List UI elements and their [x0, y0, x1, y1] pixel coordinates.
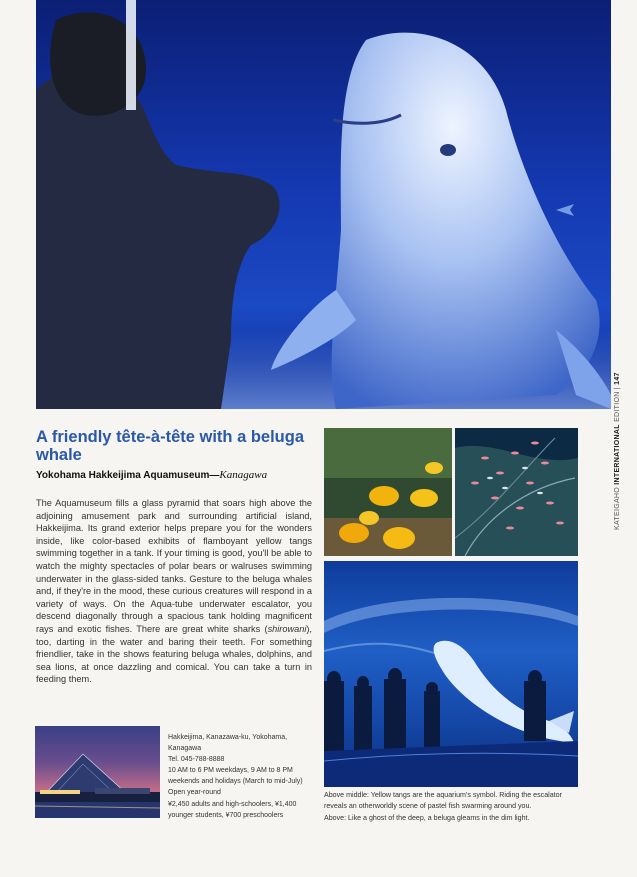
caption-line-3: Above: Like a ghost of the deep, a beluga gleams in the dim light. [324, 813, 530, 822]
hero-photo-beluga-and-visitor [36, 0, 611, 409]
page-number: 147 [614, 372, 621, 385]
info-hours-2: weekends and holidays (March to mid-July) [168, 778, 303, 786]
info-open: Open year-round [168, 789, 221, 797]
body-italic-term: shirowani [267, 623, 307, 634]
info-price-1: ¥2,450 adults and high-schoolers, ¥1,400 [168, 800, 297, 808]
info-tel: Tel. 045-788-8888 [168, 756, 225, 764]
beluga-tunnel-photo [324, 561, 578, 787]
folio-brand: INTERNATIONAL [614, 424, 621, 485]
venue-name: Yokohama Hakkeijima Aquamuseum [36, 470, 210, 481]
info-address-2: Kanagawa [168, 745, 202, 753]
article-headline: A friendly tête-à-tête with a beluga whale [36, 428, 305, 464]
caption-line-1: Above middle: Yellow tangs are the aquarium's symbol. Riding the escalator [324, 791, 562, 799]
info-hours-1: 10 AM to 6 PM weekdays, 9 AM to 8 PM [168, 767, 293, 775]
visitor-info [168, 732, 318, 821]
running-folio [614, 372, 621, 530]
fish-school-photo [455, 428, 578, 556]
subhead-separator: — [209, 470, 220, 481]
aquamuseum-pyramid-photo [35, 726, 160, 818]
caption-line-2: reveals an otherworldly scene of pastel fish swarming around you. [324, 802, 532, 811]
yellow-tangs-photo [324, 428, 452, 556]
folio-edition: EDITION | [614, 384, 621, 425]
yellow-tangs-illustration [324, 428, 452, 556]
info-address-1: Hakkeijima, Kanazawa-ku, Yokohama, [168, 734, 288, 741]
venue-location: Kanagawa [219, 469, 268, 481]
hero-photo-illustration [36, 0, 611, 409]
beluga-tunnel-illustration [324, 561, 578, 787]
fish-school-illustration [455, 428, 578, 556]
photo-caption [324, 790, 584, 824]
folio-prefix: KATEIGAHO [614, 484, 621, 530]
info-price-2: younger students, ¥700 preschoolers [168, 811, 284, 819]
body-part-2: ), too, darting in the water and baring their teeth. For something friendlier, take in the shows featuring beluga whales, dolphins, and sea lions, at once dazzling and comical. You can take a turn in feeding them. [36, 623, 312, 685]
article-body [36, 497, 312, 686]
article-subhead [36, 469, 316, 481]
body-part-1: The Aquamuseum fills a glass pyramid that soars high above the adjoining amusement park and surrounding artificial island, Hakkeijima. Its grand exterior helps prepare you for the wonders inside, like color-based exhibits of flamboyant yellow tangs swimming together in a tank. If your timing is good, you'll be able to watch the mighty spectacles of polar bears or walruses swimming underwater in the glass-sided tanks. Gesture to the beluga whales and, if they're in the mood, these curious creatures will respond in a variety of ways. On the Aqua-tube underwater escalator, you descend diagonally through a spacious tank holding magnificent rays and exotic fishes. There are great white sharks ( [36, 498, 312, 634]
pyramid-illustration [35, 726, 160, 818]
